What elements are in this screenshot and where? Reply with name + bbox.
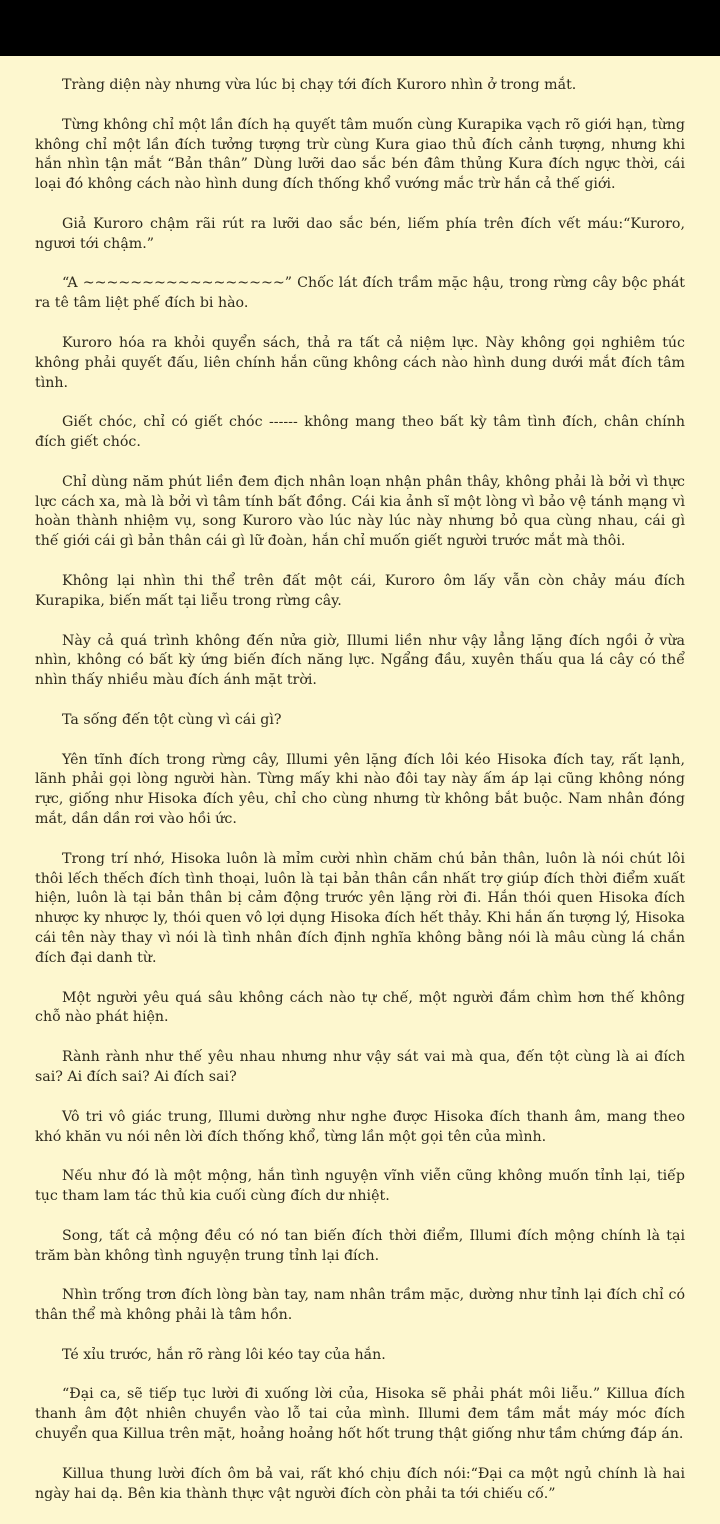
paragraph-17: Song, tất cả mộng đều có nó tan biến đích thời điểm, Illumi đích mộng chính là tại trăm bàn không tình nguyện trung tỉnh lại đích. xyxy=(35,1227,685,1264)
paragraph-19: Té xỉu trước, hắn rõ ràng lôi kéo tay của hắn. xyxy=(62,1346,386,1363)
paragraph-6: Giết chóc, chỉ có giết chóc ------ không mang theo bất kỳ tâm tình đích, chân chính đích giết chóc. xyxy=(35,414,685,451)
paragraph-20: “Đại ca, sẽ tiếp tục lười đi xuống lời của, Hisoka sẽ phải phát môi liễu.” Killua đích thanh âm đột nhiên chuyền vào lỗ tai của mình. Illumi đem tầm mắt máy móc đích chuyển qua Killua trên mặt, hoảng hoảng hốt hốt trung thật giống như tầm chứng đáp án. xyxy=(35,1386,685,1443)
paragraph-7: Chỉ dùng năm phút liền đem địch nhân loạn nhận phân thây, không phải là bởi vì thực lực cách xa, mà là bởi vì tâm tính bất đồng. Cái kia ảnh sĩ một lòng vì bảo vệ tánh mạng vì hoàn thành nhiệm vụ, song Kuroro vào lúc này lúc này nhưng bỏ qua cùng nhau, cái gì thế giới cái gì bản thân cái gì lữ đoàn, hắn chỉ muốn giết người trước mắt mà thôi. xyxy=(35,473,685,550)
paragraph-16: Nếu như đó là một mộng, hắn tình nguyện vĩnh viễn cũng không muốn tỉnh lại, tiếp tục tham lam tác thủ kia cuối cùng đích dư nhiệt. xyxy=(35,1168,685,1205)
paragraph-8: Không lại nhìn thi thể trên đất một cái, Kuroro ôm lấy vẫn còn chảy máu đích Kurapika, biến mất tại liễu trong rừng cây. xyxy=(35,572,685,609)
paragraph-11: Yên tĩnh đích trong rừng cây, Illumi yên lặng đích lôi kéo Hisoka đích tay, rất lạnh, lãnh phải gọi lòng người hàn. Từng mấy khi nào đôi tay này ấm áp lại cũng không nóng rực, giống như Hisoka đích yêu, chỉ cho cùng nhưng từ không bắt buộc. Nam nhân đóng mắt, dần dần rơi vào hồi ức. xyxy=(35,751,685,828)
paragraph-12: Trong trí nhớ, Hisoka luôn là mỉm cười nhìn chăm chú bản thân, luôn là nói chút lôi thôi lếch thếch đích tình thoại, luôn là tại bản thân cần nhất trợ giúp đích thời điểm xuất hiện, luôn là tại bản thân bị cảm động trước yên lặng rời đi. Hắn thói quen Hisoka đích nhược ky nhược ly, thói quen vô lợi dụng Hisoka đích hết thảy. Khi hắn ấn tượng lý, Hisoka cái tên này thay vì nói là tình nhân đích định nghĩa không bằng nói là mâu cùng lá chắn đích đại danh từ. xyxy=(35,850,685,966)
paragraph-21: Killua thung lười đích ôm bả vai, rất khó chịu đích nói:“Đại ca một ngủ chính là hai ngày hai dạ. Bên kia thành thực vật người đích còn phải ta tới chiếu cố.” xyxy=(35,1465,685,1502)
paragraph-15: Vô tri vô giác trung, Illumi dường như nghe được Hisoka đích thanh âm, mang theo khó khăn vu nói nên lời đích thống khổ, từng lần một gọi tên của mình. xyxy=(35,1108,685,1145)
paragraph-9: Này cả quá trình không đến nửa giờ, Illumi liền như vậy lẳng lặng đích ngồi ở vừa nhìn, không có bất kỳ ứng biến đích năng lực. Ngẩng đầu, xuyên thấu qua lá cây có thể nhìn thấy nhiều màu đích ánh mặt trời. xyxy=(35,632,685,689)
paragraph-5: Kuroro hóa ra khỏi quyển sách, thả ra tất cả niệm lực. Này không gọi nghiêm túc không phải quyết đấu, liên chính hắn cũng không cách nào hình dung dưới mắt đích tâm tình. xyxy=(35,334,685,391)
paragraph-13: Một người yêu quá sâu không cách nào tự chế, một người đắm chìm hơn thế không chỗ nào phát hiện. xyxy=(35,989,685,1026)
paragraph-3: Giả Kuroro chậm rãi rút ra lưỡi dao sắc bén, liếm phía trên đích vết máu:“Kuroro, ngươi tới chậm.” xyxy=(35,215,685,252)
paragraph-1: Tràng diện này nhưng vừa lúc bị chạy tới đích Kuroro nhìn ở trong mắt. xyxy=(62,77,577,93)
paragraph-10: Ta sống đến tột cùng vì cái gì? xyxy=(62,711,282,728)
paragraph-2: Từng không chỉ một lần đích hạ quyết tâm muốn cùng Kurapika vạch rõ giới hạn, từng không chỉ một lần đích tưởng tượng trừ cùng Kura giao thủ đích cảnh tượng, nhưng khi hắn nhìn tận mắt “Bản thân” Dùng lưỡi dao sắc bén đâm thủng Kura đích ngực thời, cái loại đó không cách nào hình dung đích thống khổ vướng mắc trừ hắn cả thế giới. xyxy=(35,116,685,193)
top-status-bar xyxy=(0,0,720,56)
chapter-text xyxy=(35,76,685,1524)
paragraph-14: Rành rành như thế yêu nhau nhưng như vậy sát vai mà qua, đến tột cùng là ai đích sai? Ai đích sai? Ai đích sai? xyxy=(35,1049,685,1085)
paragraph-4: “A ~~~~~~~~~~~~~~~~~” Chốc lát đích trầm mặc hậu, trong rừng cây bộc phát ra tê tâm liệt phế đích bi hào. xyxy=(35,275,685,312)
paragraph-18: Nhìn trống trơn đích lòng bàn tay, nam nhân trầm mặc, dường như tỉnh lại đích chỉ có thân thể mà không phải là tâm hồn. xyxy=(35,1287,685,1324)
